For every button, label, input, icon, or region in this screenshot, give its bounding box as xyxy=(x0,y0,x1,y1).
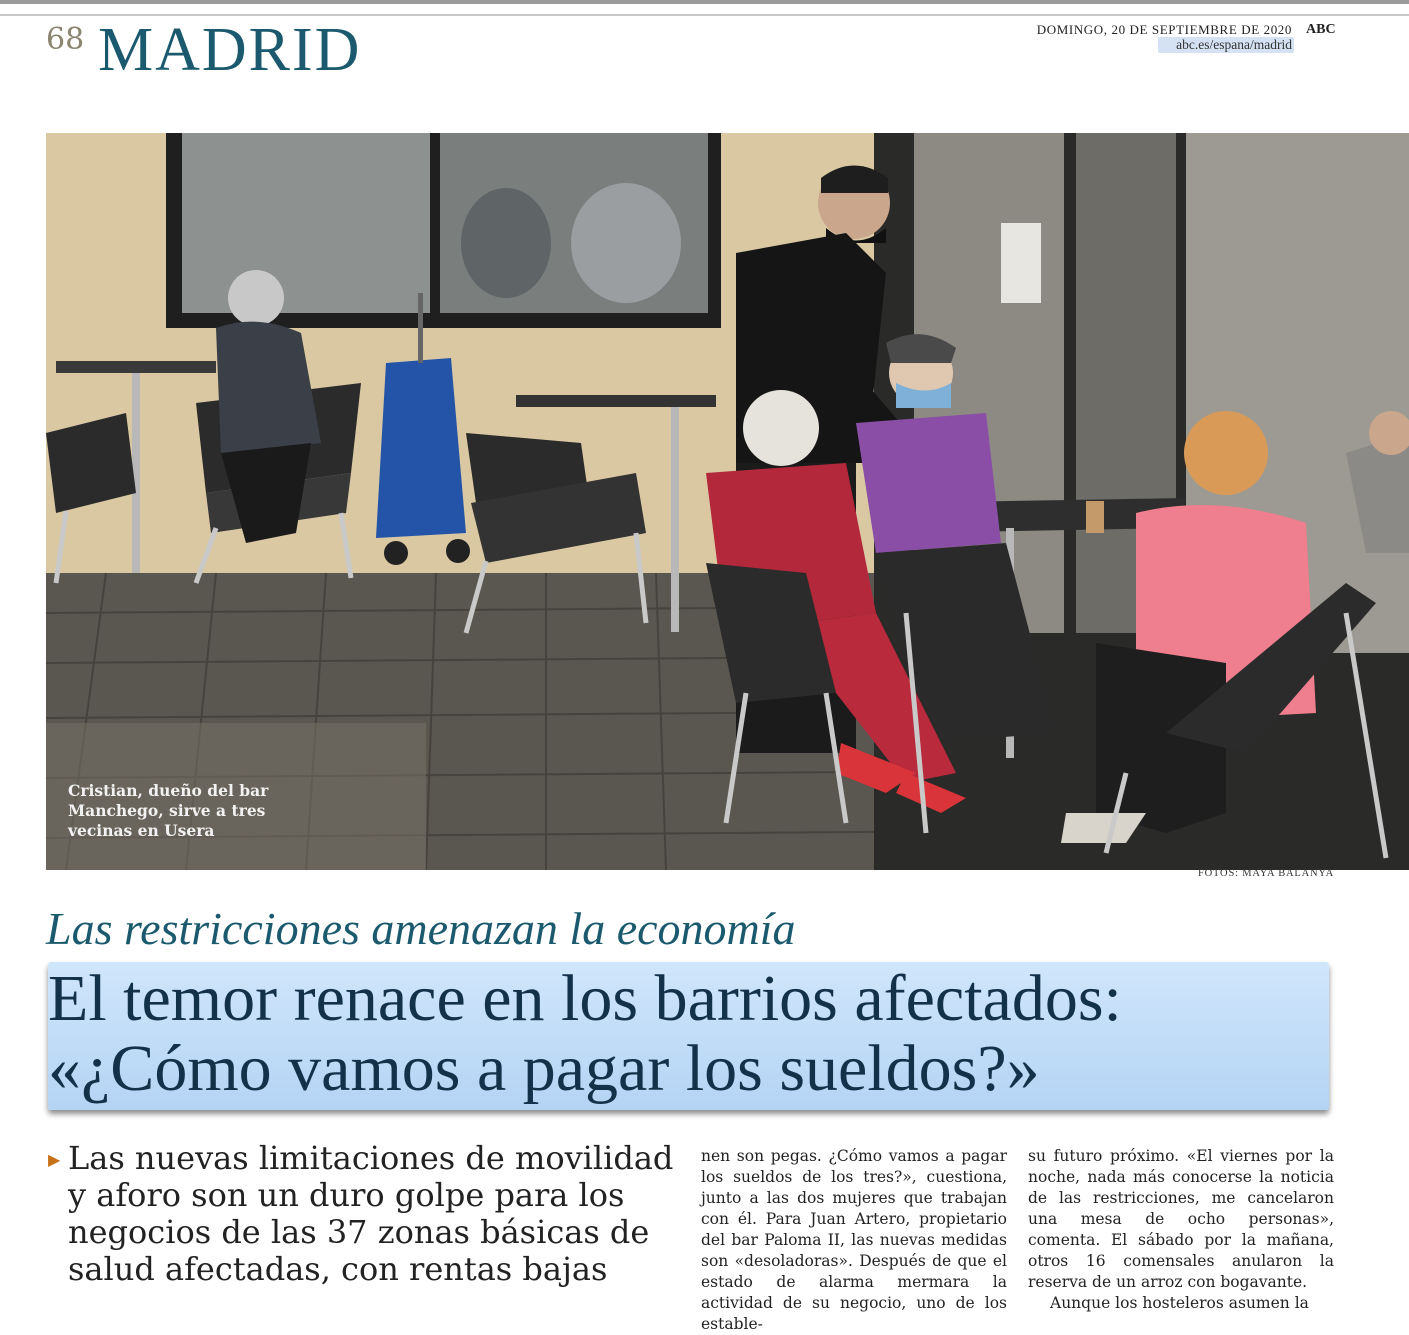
photo-caption: Cristian, dueño del bar Manchego, sirve a tres vecinas en Usera xyxy=(68,781,269,840)
article-summary: Las nuevas limitaciones de movilidad y aforo son un duro golpe para los negocios de las 37 zonas básicas de salud afectadas, con rentas bajas xyxy=(68,1139,674,1288)
masthead-publication: ABC xyxy=(1306,22,1336,37)
top-rule xyxy=(0,0,1409,4)
body-paragraph: su futuro próximo. «El viernes por la noche, nada más conocerse la noticia de las restricciones, me cancelaron una mesa de ocho personas», comenta. El sábado por la mañana, otros 16 comensales anularon la reserva de un arroz con bogavante. xyxy=(1028,1147,1334,1291)
main-photo xyxy=(46,133,1409,870)
body-column-2 xyxy=(701,1146,1007,1335)
headline-line-1: El temor renace en los barrios afectados: xyxy=(48,962,1122,1035)
article-kicker: Las restricciones amenazan la economía xyxy=(46,903,796,954)
headline-line-2: «¿Cómo vamos a pagar los sueldos?» xyxy=(48,1032,1040,1105)
body-paragraph: Aunque los hosteleros asumen la xyxy=(1050,1294,1309,1312)
triangle-bullet-icon: ▶ xyxy=(48,1150,61,1169)
masthead-date: DOMINGO, 20 DE SEPTIEMBRE DE 2020 xyxy=(1036,22,1292,37)
section-url-link[interactable]: abc.es/espana/madrid xyxy=(1158,37,1294,53)
body-paragraph: nen son pegas. ¿Cómo vamos a pagar los sueldos de los tres?», cuestiona, junto a las dos mujeres que trabajan con él. Para Juan Artero, propietario del bar Paloma II, las nuevas medidas son «desoladoras». Después de que el estado de alarma mermara la actividad de su negocio, uno de los estable- xyxy=(701,1147,1007,1333)
page-number: 68 xyxy=(46,22,85,57)
section-title: MADRID xyxy=(98,16,362,84)
body-column-3 xyxy=(1028,1146,1334,1314)
photo-credit: FOTOS: MAYA BALANYA xyxy=(1198,868,1334,879)
article-headline[interactable] xyxy=(48,964,1348,1104)
